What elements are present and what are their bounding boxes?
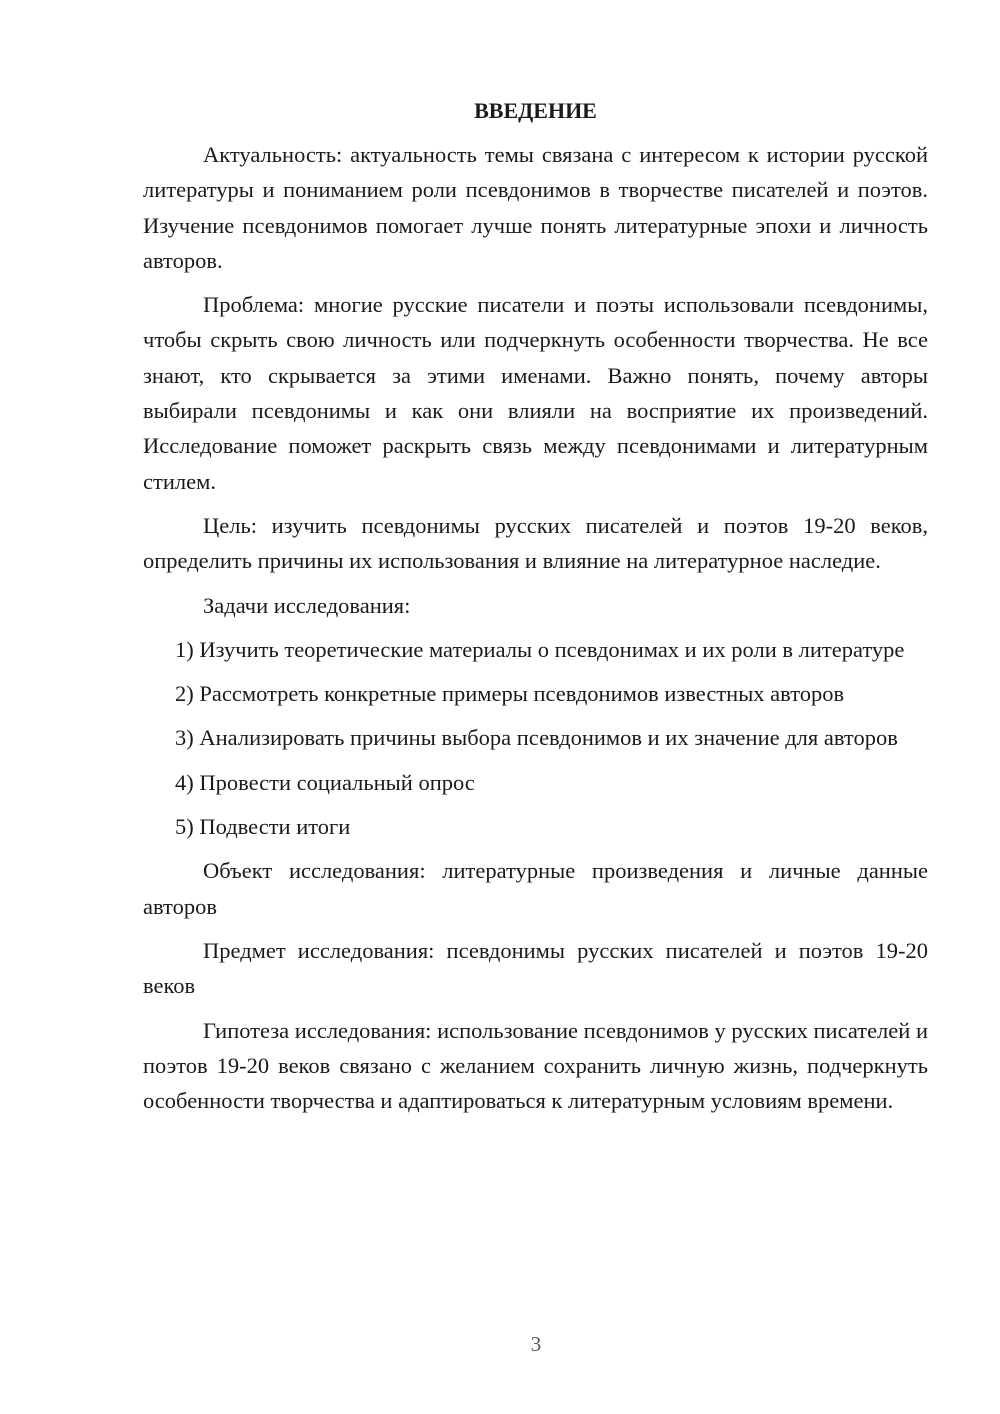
problem-paragraph: Проблема: многие русские писатели и поэты использовали псевдонимы, чтобы скрыть свою личность или подчеркнуть особенности творчества. Не все знают, кто скрывается за этими именами. Важно понять, почему авторы выбирали псевдонимы и как они влияли на восприятие их произведений. Исследование поможет раскрыть связь между псевдонимами и литературным стилем. (143, 292, 928, 494)
document-page (143, 95, 928, 1127)
relevance-paragraph: Актуальность: актуальность темы связана с интересом к истории русской литературы и пониманием роли псевдонимов в творчестве писателей и поэтов. Изучение псевдонимов помогает лучше понять литературные эпохи и личность авторов. (143, 142, 928, 273)
goal-paragraph: Цель: изучить псевдонимы русских писателей и поэтов 19-20 веков, определить причины их использования и влияние на литературное наследие. (143, 512, 928, 574)
tasks-heading: Задачи исследования: (203, 592, 411, 618)
tasks-list (143, 632, 928, 844)
section-title: ВВЕДЕНИЕ (474, 98, 597, 123)
page-number: 3 (530, 1332, 542, 1356)
task-item: 2) Рассмотреть конкретные примеры псевдонимов известных авторов (175, 681, 845, 707)
task-item: 5) Подвести итоги (175, 814, 351, 840)
task-item: 4) Провести социальный опрос (175, 769, 475, 795)
task-item: 1) Изучить теоретические материалы о псевдонимах и их роли в литературе (175, 636, 905, 662)
subject-paragraph: Предмет исследования: псевдонимы русских писателей и поэтов 19-20 веков (143, 937, 928, 999)
object-paragraph: Объект исследования: литературные произведения и личные данные авторов (143, 858, 928, 919)
hypothesis-paragraph: Гипотеза исследования: использование псевдонимов у русских писателей и поэтов 19-20 веков связано с желанием сохранить личную жизнь, подчеркнуть особенности творчества и адаптироваться к литературным условиям времени. (143, 1017, 928, 1114)
task-item: 3) Анализировать причины выбора псевдонимов и их значение для авторов (175, 725, 898, 751)
